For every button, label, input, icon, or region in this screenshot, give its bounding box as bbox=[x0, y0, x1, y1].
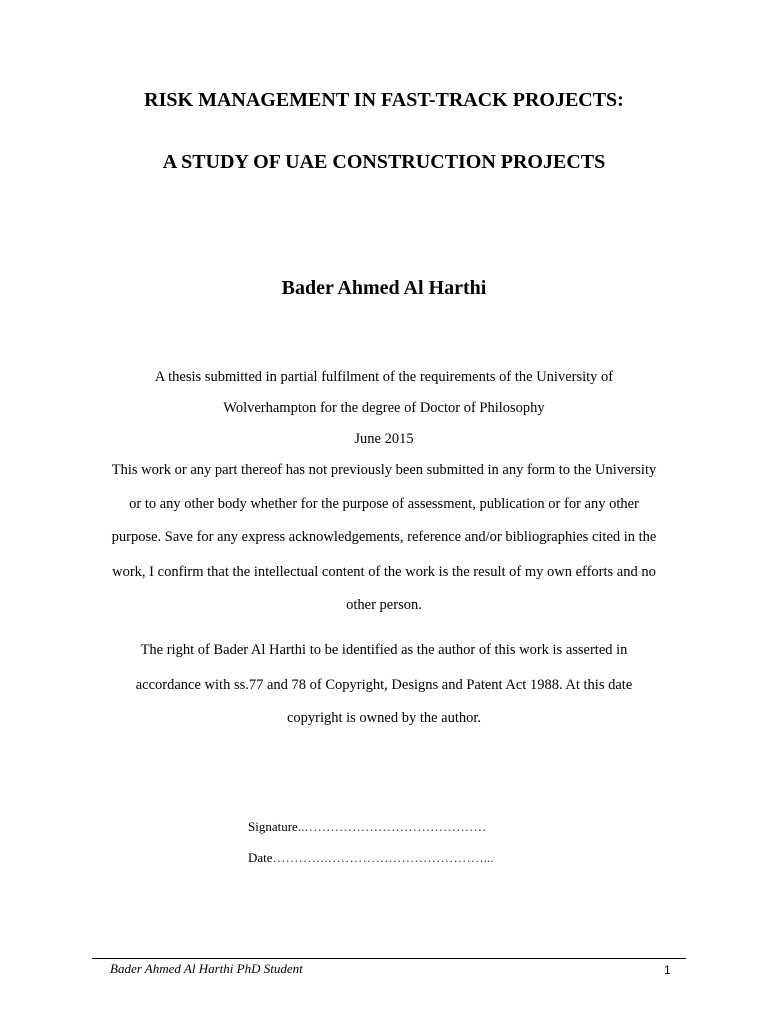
signature-label: Signature.. bbox=[248, 819, 305, 834]
copyright-line-1: The right of Bader Al Harthi to be identified as the author of this work is asserted in bbox=[140, 642, 628, 658]
footer-author: Bader Ahmed Al Harthi PhD Student bbox=[110, 961, 303, 976]
date-dots: ………….………………………………... bbox=[272, 850, 494, 865]
date-line bbox=[248, 850, 494, 866]
declaration-line-1: This work or any part thereof has not previously been submitted in any form to the University bbox=[111, 462, 657, 478]
date-label: Date bbox=[248, 850, 273, 865]
submission-line-2: Wolverhampton for the degree of Doctor of Philosophy bbox=[223, 400, 545, 416]
signature-line bbox=[248, 819, 486, 835]
declaration-line-4: work, I confirm that the intellectual content of the work is the result of my own efforts and no bbox=[112, 564, 656, 580]
signature-dots: …………………………………… bbox=[304, 819, 487, 834]
title-line-2: A STUDY OF UAE CONSTRUCTION PROJECTS bbox=[162, 151, 606, 173]
author-name: Bader Ahmed Al Harthi bbox=[281, 277, 487, 299]
footer-divider bbox=[92, 958, 686, 959]
copyright-line-2: accordance with ss.77 and 78 of Copyright, Designs and Patent Act 1988. At this date bbox=[135, 677, 633, 693]
declaration-line-3: purpose. Save for any express acknowledgements, reference and/or bibliographies cited in the bbox=[111, 529, 657, 545]
submission-date: June 2015 bbox=[354, 431, 414, 447]
copyright-line-3: copyright is owned by the author. bbox=[286, 710, 482, 726]
declaration-line-2: or to any other body whether for the purpose of assessment, publication or for any other bbox=[129, 496, 639, 512]
declaration-line-5: other person. bbox=[346, 597, 422, 613]
submission-line-1: A thesis submitted in partial fulfilment of the requirements of the University of bbox=[154, 369, 614, 385]
title-line-1: RISK MANAGEMENT IN FAST-TRACK PROJECTS: bbox=[144, 89, 624, 111]
page-number: 1 bbox=[664, 963, 671, 977]
